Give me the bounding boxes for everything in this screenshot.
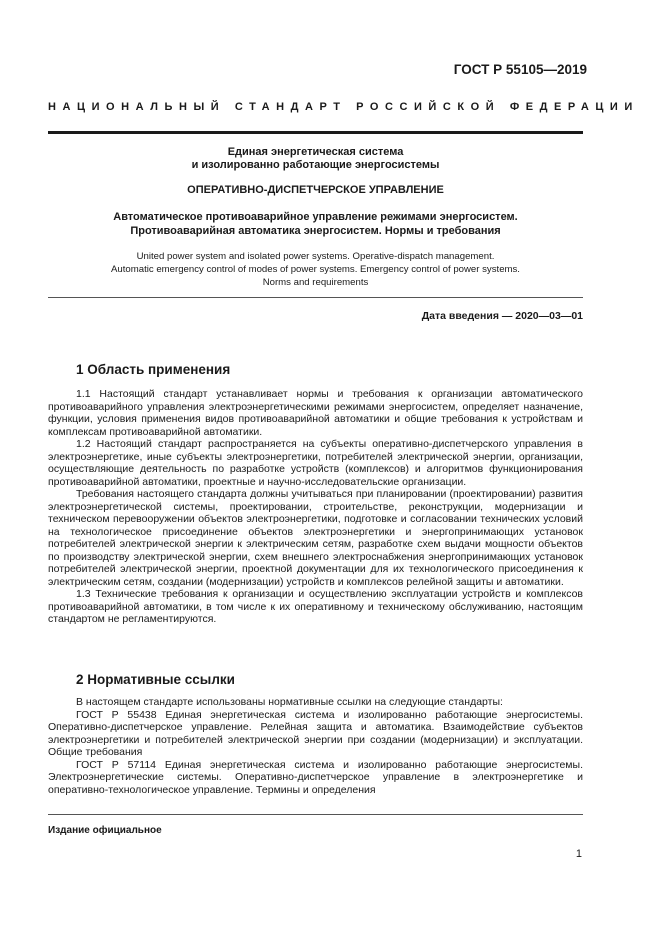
national-standard-heading: НАЦИОНАЛЬНЫЙ СТАНДАРТ РОССИЙСКОЙ ФЕДЕРАЦИИ (48, 101, 639, 113)
section2-body (48, 696, 583, 796)
normative-reference: ГОСТ Р 55438 Единая энергетическая система и изолированно работающие энергосистемы. Оперативно-диспетчерское управление. Релейная защита и автоматика. Взаимодействие субъектов электроэнергетики и потребителей электрической энергии при создании (модернизации) и эксплуатации. Общие требования (48, 708, 583, 758)
title-rule (48, 297, 583, 298)
english-title-line3: Norms and requirements (262, 277, 369, 288)
intro-date: Дата введения — 2020—03—01 (421, 310, 583, 322)
english-title-line1: United power system and isolated power systems. Operative-dispatch management. (136, 251, 495, 262)
header-rule (48, 131, 583, 134)
english-title-line2: Automatic emergency control of modes of power systems. Emergency control of power systems. (111, 264, 520, 275)
gost-code: ГОСТ Р 55105—2019 (453, 62, 587, 77)
section1-body (48, 388, 583, 626)
footer-rule (48, 814, 583, 815)
subject-title-line1: Автоматическое противоаварийное управление режимами энергосистем. (113, 211, 518, 223)
section2-heading: 2 Нормативные ссылки (76, 672, 235, 687)
system-title-line2: и изолированно работающие энергосистемы (191, 159, 440, 171)
section-title: ОПЕРАТИВНО-ДИСПЕТЧЕРСКОЕ УПРАВЛЕНИЕ (187, 184, 444, 196)
system-title-line1: Единая энергетическая система (227, 146, 404, 158)
section1-paragraph: 1.2 Настоящий стандарт распространяется на субъекты оперативно-диспетчерского управления в электроэнергетике, иные субъекты электроэнергетики, потребителей электрической энергии, организации, осуществляющие деятельность по разработке устройств (комплексов) и алгоритмов функционирования противоаварийной автоматики, проектные и научно-исследовательские организации. (48, 438, 583, 488)
section1-heading: 1 Область применения (76, 362, 231, 377)
section1-paragraph: 1.3 Технические требования к организации и осуществлению эксплуатации устройств и комплексов противоаварийной автоматики, в том числе к их оперативному и техническому обслуживанию, настоящим стандартом не регламентируются. (48, 588, 583, 625)
subject-title-line2: Противоаварийная автоматика энергосистем. Нормы и требования (130, 225, 501, 237)
normative-reference: ГОСТ Р 57114 Единая энергетическая система и изолированно работающие энергосистемы. Электроэнергетические системы. Оперативно-диспетчерское управление в электроэнергетике и оперативно-технологическое управление. Термины и определения (48, 758, 583, 796)
section1-paragraph: Требования настоящего стандарта должны учитываться при планировании (проектировании) развития электроэнергетической системы, проектировании, строительстве, реконструкции, модернизации и техническом перевооружении объектов электроэнергетики, подготовке и согласовании технических условий на технологическое присоединение объектов электроэнергетики и энергопринимающих установок потребителей электрической энергии к электрическим сетям, разработке схем выдачи мощности объектов по производству электрической энергии, схем внешнего электроснабжения энергопринимающих установок потребителей электрической энергии, проектной документации для их технологического присоединения к электрическим сетям, создании (модернизации) устройств и комплексов релейной защиты и автоматики. (48, 488, 583, 588)
section1-paragraph: 1.1 Настоящий стандарт устанавливает нормы и требования к организации автоматического противоаварийного управления электроэнергетическими режимами энергосистем, определяет назначение, функции, условия применения видов противоаварийной автоматики и общие требования к устройствам и комплексам противоаварийной автоматики. (48, 388, 583, 438)
official-edition-label: Издание официальное (48, 825, 162, 836)
section2-paragraph: В настоящем стандарте использованы нормативные ссылки на следующие стандарты: (76, 696, 503, 708)
page-number: 1 (575, 848, 582, 860)
